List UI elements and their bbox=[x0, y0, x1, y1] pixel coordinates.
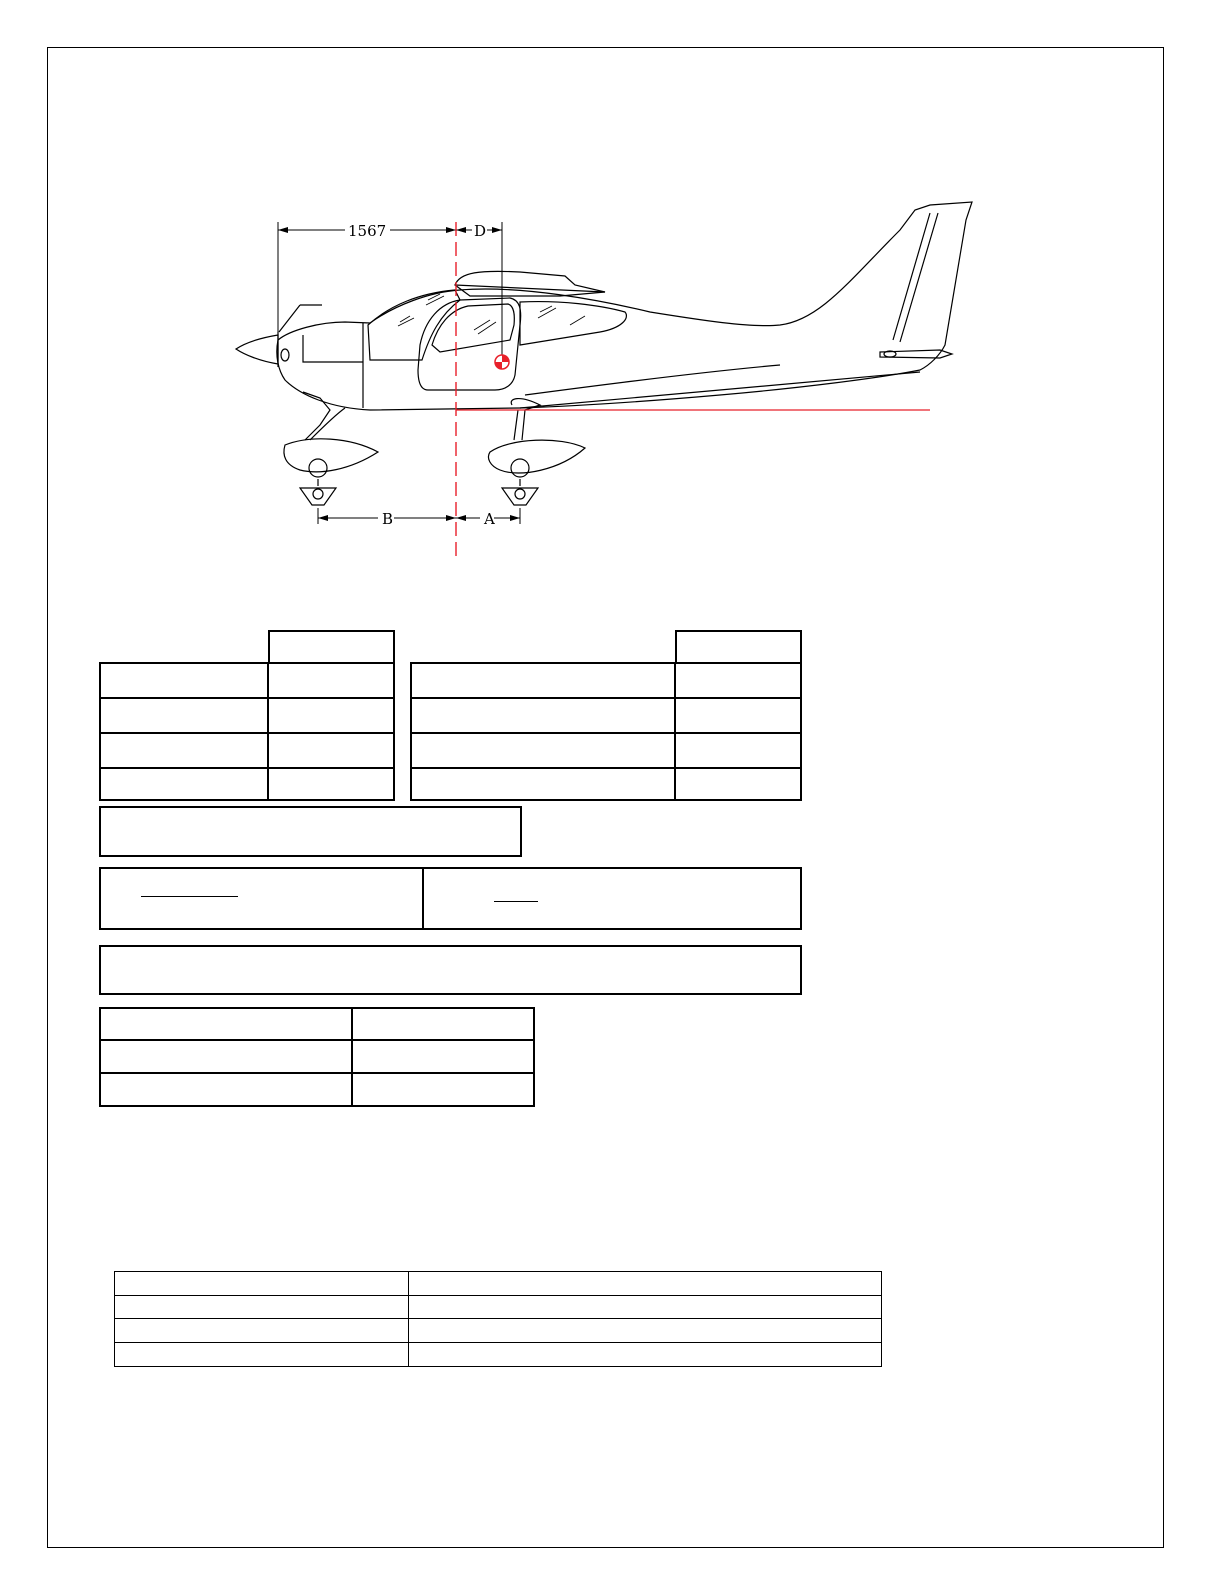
table-cell bbox=[411, 733, 675, 768]
table-cell bbox=[100, 663, 268, 698]
total-weight-box bbox=[99, 806, 522, 857]
table-cell bbox=[115, 1319, 409, 1343]
table-cell bbox=[115, 1296, 409, 1319]
table-cell bbox=[352, 1040, 534, 1073]
table-cell bbox=[100, 698, 268, 733]
table-cell bbox=[408, 1319, 881, 1343]
table-cell bbox=[268, 733, 394, 768]
table-cell bbox=[115, 1272, 409, 1296]
right-table-header-cell bbox=[675, 630, 802, 664]
main-wheel-fairing bbox=[488, 440, 585, 473]
dimension-d-label: D bbox=[474, 222, 487, 240]
table-cell bbox=[411, 698, 675, 733]
formula-box-left bbox=[99, 867, 424, 930]
dimension-1567-label: 1567 bbox=[348, 222, 387, 240]
summary-table bbox=[99, 1007, 535, 1107]
table-cell bbox=[268, 698, 394, 733]
main-scale bbox=[502, 488, 538, 505]
table-cell bbox=[408, 1272, 881, 1296]
bottom-record-table bbox=[114, 1271, 882, 1367]
formula-box-right bbox=[422, 867, 802, 930]
wing-top bbox=[455, 271, 605, 296]
table-cell bbox=[115, 1343, 409, 1367]
nose-scale bbox=[300, 488, 336, 505]
cg-result-box bbox=[99, 945, 802, 995]
nose-wheel-fairing bbox=[284, 439, 378, 472]
main-gear-leg bbox=[511, 399, 540, 440]
propeller-spinner bbox=[236, 335, 278, 364]
table-cell bbox=[352, 1008, 534, 1040]
dimension-a-label: A bbox=[484, 510, 495, 528]
fraction-bar bbox=[141, 896, 238, 897]
table-cell bbox=[268, 663, 394, 698]
table-cell bbox=[100, 1073, 352, 1106]
right-weights-table bbox=[410, 662, 802, 801]
table-cell bbox=[411, 768, 675, 800]
table-cell bbox=[100, 1040, 352, 1073]
table-cell bbox=[408, 1296, 881, 1319]
table-cell bbox=[675, 663, 801, 698]
table-cell bbox=[411, 663, 675, 698]
table-cell bbox=[352, 1073, 534, 1106]
table-cell bbox=[100, 1008, 352, 1040]
left-weights-table bbox=[99, 662, 395, 801]
cg-marker bbox=[495, 355, 509, 369]
door-outline bbox=[418, 298, 521, 390]
table-cell bbox=[268, 768, 394, 800]
table-cell bbox=[100, 733, 268, 768]
table-cell bbox=[100, 768, 268, 800]
dimension-b-label: B bbox=[382, 510, 394, 528]
fraction-bar bbox=[494, 901, 538, 902]
table-cell bbox=[675, 733, 801, 768]
table-cell bbox=[675, 698, 801, 733]
table-cell bbox=[408, 1343, 881, 1367]
left-table-header-cell bbox=[268, 630, 395, 664]
table-cell bbox=[675, 768, 801, 800]
